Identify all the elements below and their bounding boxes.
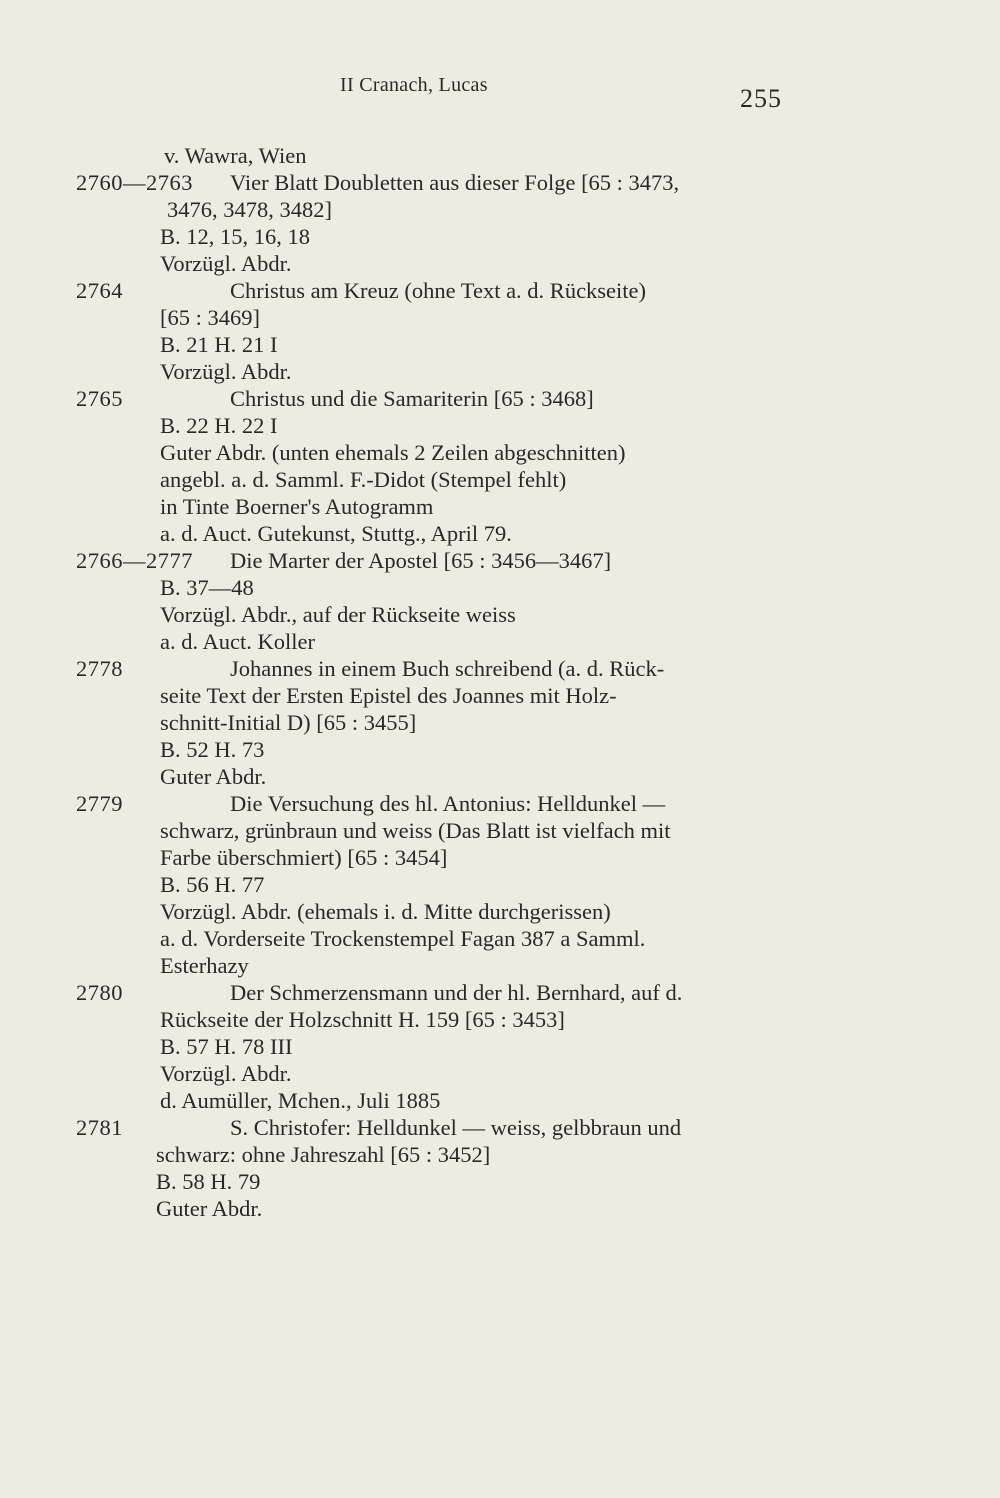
text-line: Vorzügl. Abdr., auf der Rückseite weiss xyxy=(160,602,516,627)
entry-number: 2778 xyxy=(76,656,123,681)
text-line: schwarz: ohne Jahreszahl [65 : 3452] xyxy=(156,1142,491,1167)
text-line: [65 : 3469] xyxy=(160,305,260,330)
text-line: v. Wawra, Wien xyxy=(164,143,307,168)
running-title: II Cranach, Lucas xyxy=(340,74,488,96)
text-line: Vorzügl. Abdr. xyxy=(160,251,292,276)
text-line: Vier Blatt Doubletten aus dieser Folge [65 : 3473, xyxy=(230,170,680,195)
entry-2780 xyxy=(76,979,786,1114)
text-line: Die Versuchung des hl. Antonius: Helldunkel — xyxy=(230,791,666,816)
page-number: 255 xyxy=(740,84,782,113)
entry-2765 xyxy=(76,385,786,547)
text-line: schwarz, grünbraun und weiss (Das Blatt ist vielfach mit xyxy=(160,818,671,843)
text-line: Vorzügl. Abdr. xyxy=(160,359,292,384)
text-line: B. 57 H. 78 III xyxy=(160,1034,293,1059)
text-line: Johannes in einem Buch schreibend (a. d. Rück- xyxy=(230,656,665,681)
text-line: 3476, 3478, 3482] xyxy=(167,197,332,222)
entry-continuation xyxy=(76,142,786,169)
entry-2779 xyxy=(76,790,786,979)
text-line: a. d. Auct. Gutekunst, Stuttg., April 79. xyxy=(160,521,512,546)
text-line: Vorzügl. Abdr. (ehemals i. d. Mitte durchgerissen) xyxy=(160,899,611,924)
text-line: B. 56 H. 77 xyxy=(160,872,265,897)
text-line: d. Aumüller, Mchen., Juli 1885 xyxy=(160,1088,441,1113)
text-line: Christus am Kreuz (ohne Text a. d. Rückseite) xyxy=(230,278,647,303)
text-line: Guter Abdr. xyxy=(160,764,267,789)
entry-2766-2777 xyxy=(76,547,786,655)
text-line: B. 58 H. 79 xyxy=(156,1169,261,1194)
entry-number: 2764 xyxy=(76,278,123,303)
text-line: Vorzügl. Abdr. xyxy=(160,1061,292,1086)
text-line: angebl. a. d. Samml. F.-Didot (Stempel fehlt) xyxy=(160,467,567,492)
entry-2781 xyxy=(76,1114,786,1222)
text-line: a. d. Auct. Koller xyxy=(160,629,315,654)
entry-number: 2779 xyxy=(76,791,123,816)
entry-number: 2765 xyxy=(76,386,123,411)
text-line: seite Text der Ersten Epistel des Joannes mit Holz- xyxy=(160,683,617,708)
text-line: Christus und die Samariterin [65 : 3468] xyxy=(230,386,594,411)
entry-number: 2781 xyxy=(76,1115,123,1140)
catalogue-body xyxy=(76,142,786,1222)
text-line: Esterhazy xyxy=(160,953,249,978)
text-line: B. 52 H. 73 xyxy=(160,737,265,762)
text-line: S. Christofer: Helldunkel — weiss, gelbbraun und xyxy=(230,1115,682,1140)
text-line: Rückseite der Holzschnitt H. 159 [65 : 3453] xyxy=(160,1007,565,1032)
entry-number: 2760—2763 xyxy=(76,170,193,195)
entry-number: 2766—2777 xyxy=(76,548,193,573)
text-line: Farbe überschmiert) [65 : 3454] xyxy=(160,845,448,870)
text-line: in Tinte Boerner's Autogramm xyxy=(160,494,434,519)
text-line: B. 21 H. 21 I xyxy=(160,332,278,357)
text-line: Die Marter der Apostel [65 : 3456—3467] xyxy=(230,548,612,573)
text-line: B. 22 H. 22 I xyxy=(160,413,278,438)
entry-2760-2763 xyxy=(76,169,786,277)
text-line: B. 12, 15, 16, 18 xyxy=(160,224,311,249)
entry-number: 2780 xyxy=(76,980,123,1005)
text-line: Guter Abdr. xyxy=(156,1196,263,1221)
text-line: schnitt-Initial D) [65 : 3455] xyxy=(160,710,417,735)
entry-2778 xyxy=(76,655,786,790)
text-line: B. 37—48 xyxy=(160,575,254,600)
entry-2764 xyxy=(76,277,786,385)
text-line: Guter Abdr. (unten ehemals 2 Zeilen abgeschnitten) xyxy=(160,440,626,465)
text-line: Der Schmerzensmann und der hl. Bernhard, auf d. xyxy=(230,980,683,1005)
text-line: a. d. Vorderseite Trockenstempel Fagan 387 a Samml. xyxy=(160,926,646,951)
